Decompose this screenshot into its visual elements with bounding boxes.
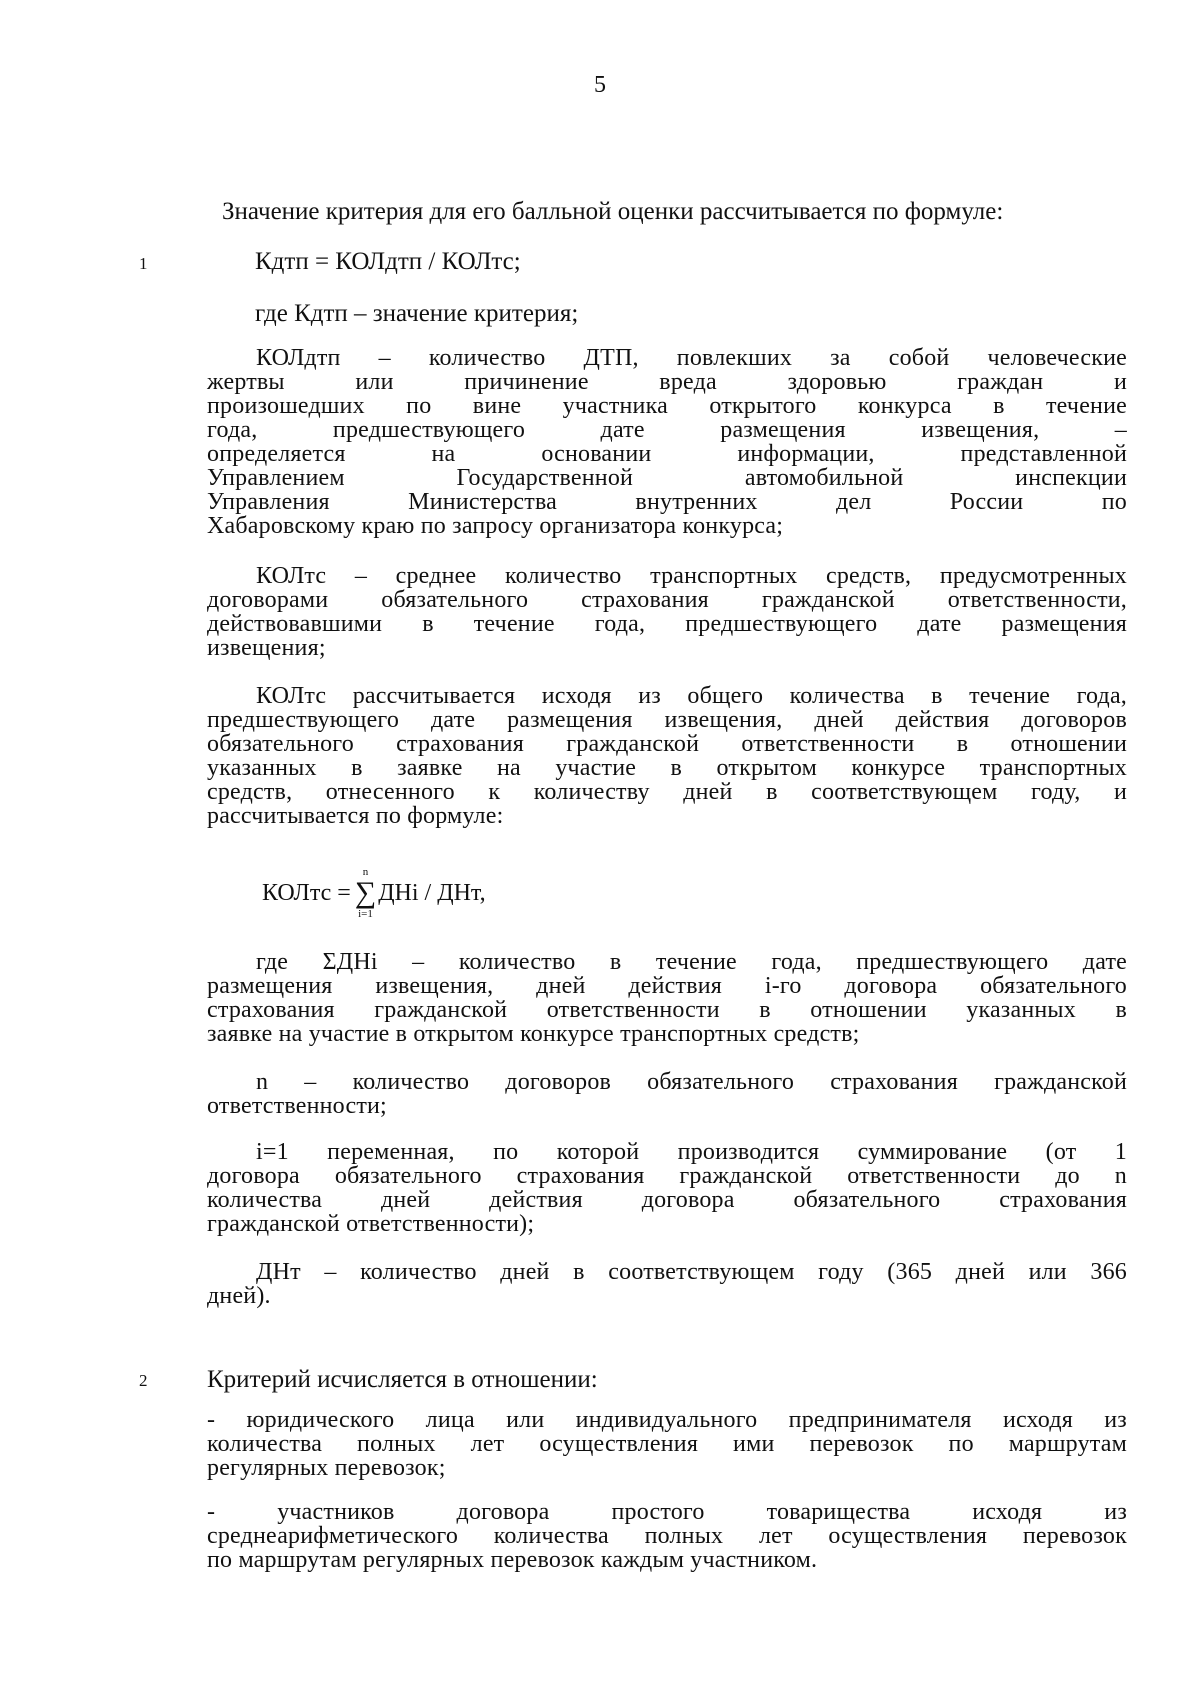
formula-kol-ts bbox=[262, 866, 486, 920]
text-line: размещения извещения, дней действия i-го договора обязательного bbox=[207, 973, 1127, 999]
text-line: средств, отнесенного к количеству дней в соответствующем году, и bbox=[207, 779, 1127, 805]
text-line: обязательного страхования гражданской ответственности в отношении bbox=[207, 731, 1127, 757]
sum-upper-limit: n bbox=[362, 866, 369, 878]
text-line: ответственности; bbox=[207, 1093, 387, 1119]
text-line: количества дней действия договора обязательного страхования bbox=[207, 1187, 1127, 1213]
criterion-item-1 bbox=[207, 1408, 1127, 1480]
text-line: договорами обязательного страхования гражданской ответственности, bbox=[207, 587, 1127, 613]
text-line: Хабаровскому краю по запросу организатора конкурса; bbox=[207, 513, 784, 539]
text-line: определяется на основании информации, представленной bbox=[207, 441, 1127, 467]
text-line: Управления Министерства внутренних дел России по bbox=[207, 489, 1127, 515]
text-line: КОЛтс рассчитывается исходя из общего количества в течение года, bbox=[256, 683, 1127, 709]
paragraph-dnt-definition bbox=[207, 1260, 1127, 1308]
text-line: где ΣДНi – количество в течение года, предшествующего дате bbox=[256, 949, 1127, 975]
formula-rhs: ДНi / ДНт, bbox=[378, 879, 486, 906]
text-line: года, предшествующего дате размещения извещения, – bbox=[207, 417, 1127, 443]
text-line: i=1 переменная, по которой производится суммирование (от 1 bbox=[256, 1139, 1127, 1165]
text-line: жертвы или причинение вреда здоровью граждан и bbox=[207, 369, 1127, 395]
text-line: количества полных лет осуществления ими перевозок по маршрутам bbox=[207, 1431, 1127, 1457]
text-line: страхования гражданской ответственности в отношении указанных в bbox=[207, 997, 1127, 1023]
text-line: КОЛдтп – количество ДТП, повлекших за собой человеческие bbox=[256, 345, 1127, 371]
intro-text: Значение критерия для его балльной оценки рассчитывается по формуле: bbox=[222, 198, 1004, 225]
text-line: регулярных перевозок; bbox=[207, 1455, 446, 1481]
text-line: предшествующего дате размещения извещения, дней действия договоров bbox=[207, 707, 1127, 733]
formula-lhs: КОЛтс = bbox=[262, 879, 351, 906]
text-line: рассчитывается по формуле: bbox=[207, 803, 504, 829]
summation-symbol bbox=[355, 866, 376, 920]
text-line: заявке на участие в открытом конкурсе транспортных средств; bbox=[207, 1021, 860, 1047]
text-line: n – количество договоров обязательного страхования гражданской bbox=[256, 1069, 1127, 1095]
text-line: - участников договора простого товарищества исходя из bbox=[207, 1499, 1127, 1525]
sum-lower-limit: i=1 bbox=[358, 908, 373, 920]
text-line: действовавшими в течение года, предшествующего дате размещения bbox=[207, 611, 1127, 637]
paragraph-n-definition bbox=[207, 1070, 1127, 1118]
text-line: - юридического лица или индивидуального предпринимателя исходя из bbox=[207, 1407, 1127, 1433]
text-line: дней). bbox=[207, 1283, 271, 1309]
paragraph-sum-dni bbox=[207, 950, 1127, 1046]
text-line: извещения; bbox=[207, 635, 326, 661]
paragraph-i-definition bbox=[207, 1140, 1127, 1236]
text-line: договора обязательного страхования гражданской ответственности до n bbox=[207, 1163, 1127, 1189]
text-line: КОЛтс – среднее количество транспортных средств, предусмотренных bbox=[256, 563, 1127, 589]
text-line: указанных в заявке на участие в открытом конкурсе транспортных bbox=[207, 755, 1127, 781]
paragraph-kol-ts-calculation bbox=[207, 684, 1127, 828]
formula-kdtp: Кдтп = КОЛдтп / КОЛтс; bbox=[255, 248, 521, 275]
margin-marker-1: 1 bbox=[139, 254, 148, 273]
margin-marker-2: 2 bbox=[139, 1371, 148, 1390]
text-line: ДНт – количество дней в соответствующем году (365 дней или 366 bbox=[256, 1259, 1127, 1285]
sigma-icon: ∑ bbox=[354, 876, 377, 909]
text-line: гражданской ответственности); bbox=[207, 1211, 535, 1237]
where-kdtp: где Кдтп – значение критерия; bbox=[255, 300, 579, 327]
text-line: произошедших по вине участника открытого конкурса в течение bbox=[207, 393, 1127, 419]
paragraph-kol-dtp bbox=[207, 346, 1127, 538]
text-line: по маршрутам регулярных перевозок каждым участником. bbox=[207, 1547, 818, 1573]
criterion-item-2 bbox=[207, 1500, 1127, 1572]
text-line: Управлением Государственной автомобильной инспекции bbox=[207, 465, 1127, 491]
text-line: среднеарифметического количества полных лет осуществления перевозок bbox=[207, 1523, 1127, 1549]
page-number: 5 bbox=[594, 72, 606, 98]
paragraph-kol-ts-definition bbox=[207, 564, 1127, 660]
criterion-heading: Критерий исчисляется в отношении: bbox=[207, 1366, 598, 1393]
